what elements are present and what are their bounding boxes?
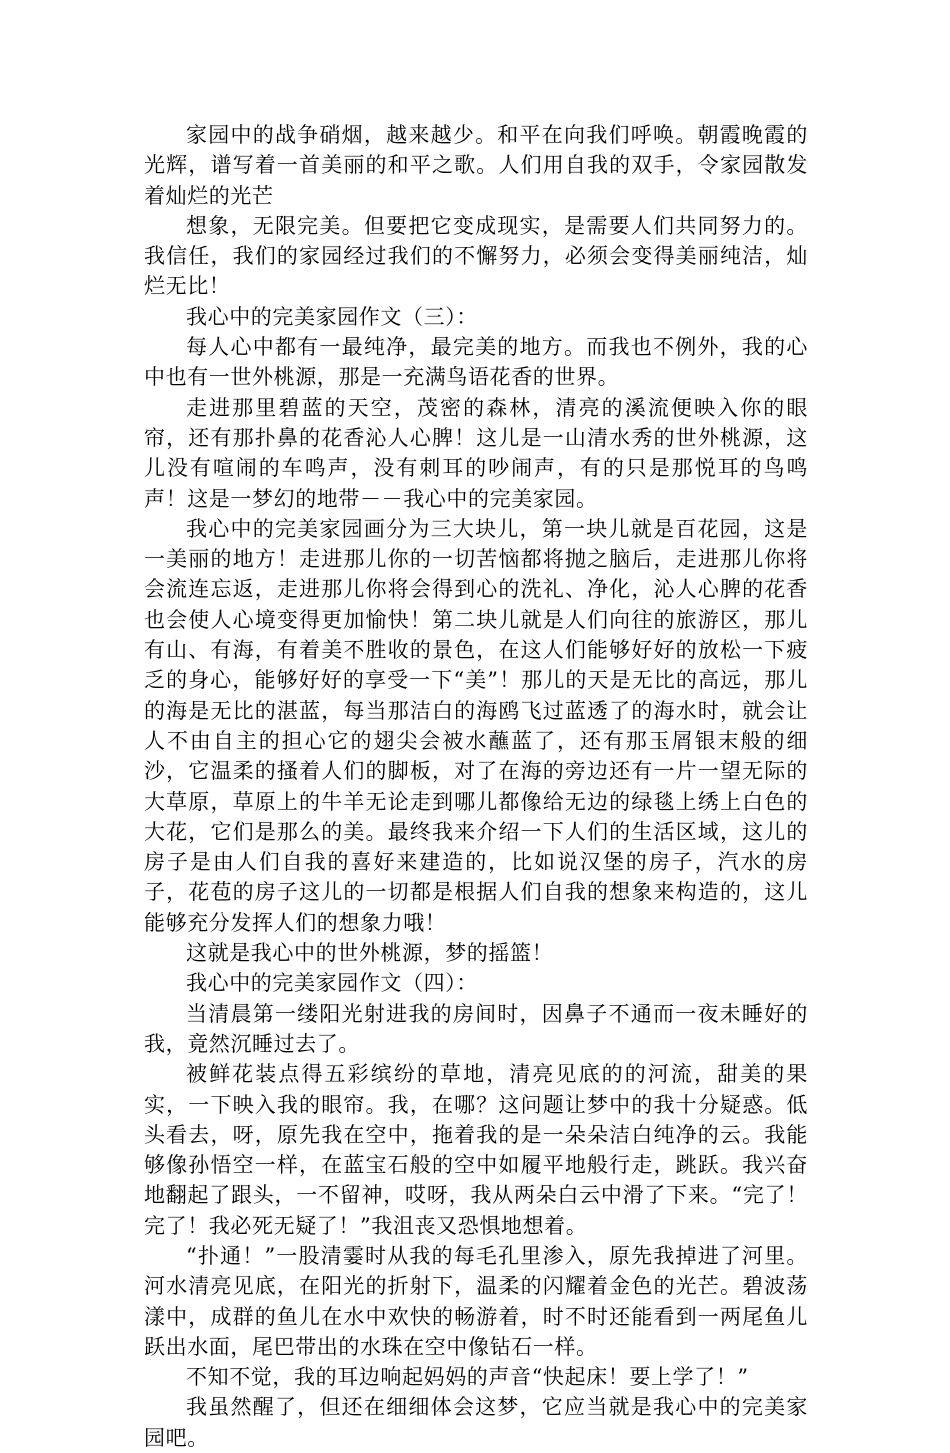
paragraph-4: 每人心中都有一最纯净，最完美的地方。而我也不例外，我的心中也有一世外桃源，那是一充满鸟语花香的世界。	[144, 335, 808, 390]
paragraph-1: 家园中的战争硝烟，越来越少。和平在向我们呼唤。朝霞晚霞的光辉，谱写着一首美丽的和平之歌。人们用自我的双手，令家园散发着灿烂的光芒	[144, 123, 808, 208]
paragraph-9: 当清晨第一缕阳光射进我的房间时，因鼻子不通而一夜未睡好的我，竟然沉睡过去了。	[144, 1001, 808, 1056]
paragraph-11: “扑通！”一股清霎时从我的每毛孔里渗入，原先我掉进了河里。河水清亮见底，在阳光的折射下，温柔的闪耀着金色的光芒。碧波荡漾中，成群的鱼儿在水中欢快的畅游着，时不时还能看到一两尾鱼儿跃出水面，尾巴带出的水珠在空中像钻石一样。	[144, 1243, 808, 1359]
paragraph-7: 这就是我心中的世外桃源，梦的摇篮！	[186, 941, 554, 966]
paragraph-13: 我虽然醒了，但还在细细体会这梦，它应当就是我心中的完美家园吧。	[144, 1395, 808, 1450]
paragraph-2: 想象，无限完美。但要把它变成现实，是需要人们共同努力的。我信任，我们的家园经过我们的不懈努力，必须会变得美丽纯洁，灿烂无比！	[144, 213, 808, 299]
document-page	[144, 120, 808, 1453]
section-heading-3: 我心中的完美家园作文（三）：	[186, 304, 478, 329]
paragraph-6: 我心中的完美家园画分为三大块儿，第一块儿就是百花园，这是一美丽的地方！走进那儿你的一切苦恼都将抛之脑后，走进那儿你将会流连忘返，走进那儿你将会得到心的洗礼、净化，沁人心脾的花香也会使人心境变得更加愉快！第二块儿就是人们向往的旅游区，那儿有山、有海，有着美不胜收的景色，在这人们能够好好的放松一下疲乏的身心，能够好好的享受一下“美”！那儿的天是无比的高远，那儿的海是无比的湛蓝，每当那洁白的海鸥飞过蓝透了的海水时，就会让人不由自主的担心它的翅尖会被水蘸蓝了，还有那玉屑银末般的细沙，它温柔的搔着人们的脚板，对了在海的旁边还有一片一望无际的大草原，草原上的牛羊无论走到哪儿都像给无边的绿毯上绣上白色的大花，它们是那么的美。最终我来介绍一下人们的生活区域，这儿的房子是由人们自我的喜好来建造的，比如说汉堡的房子，汽水的房子，花苞的房子这儿的一切都是根据人们自我的想象来构造的，这儿能够充分发挥人们的想象力哦！	[144, 516, 808, 935]
paragraph-12: 不知不觉，我的耳边响起妈妈的声音“快起床！要上学了！”	[186, 1365, 749, 1390]
paragraph-5: 走进那里碧蓝的天空，茂密的森林，清亮的溪流便映入你的眼帘，还有那扑鼻的花香沁人心脾！这儿是一山清水秀的世外桃源，这儿没有喧闹的车鸣声，没有刺耳的吵闹声，有的只是那悦耳的鸟鸣声！这是一梦幻的地带－－我心中的完美家园。	[144, 395, 808, 511]
section-heading-4: 我心中的完美家园作文（四）：	[186, 971, 478, 996]
paragraph-10: 被鲜花装点得五彩缤纷的草地，清亮见底的的河流，甜美的果实，一下映入我的眼帘。我，在哪？这问题让梦中的我十分疑惑。低头看去，呀，原先我在空中，拖着我的是一朵朵洁白纯净的云。我能够像孙悟空一样，在蓝宝石般的空中如履平地般行走，跳跃。我兴奋地翻起了跟头，一不留神，哎呀，我从两朵白云中滑了下来。“完了！完了！我必死无疑了！”我沮丧又恐惧地想着。	[144, 1062, 808, 1238]
